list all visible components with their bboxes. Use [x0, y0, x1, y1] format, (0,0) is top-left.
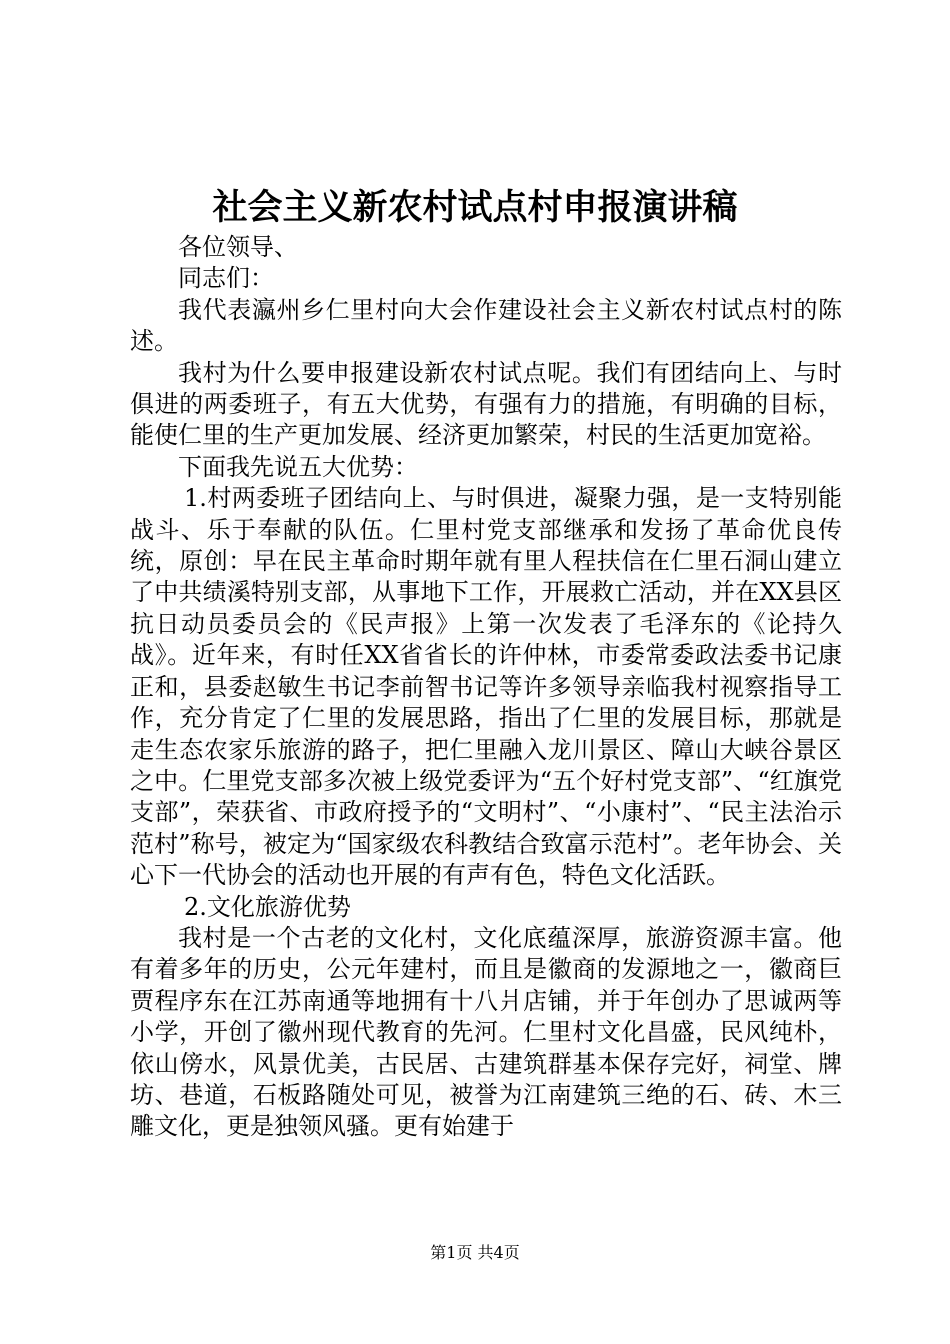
salutation-comrades: 同志们： — [178, 264, 274, 293]
salutation-leaders: 各位领导、 — [178, 233, 298, 261]
paragraph-advantage-1: 1.村两委班子团结向上、与时俱进，凝聚力强，是一支特别能战斗、乐于奉献的队伍。仁里村党支部继承和发扬了革命优良传统，原创：早在民主革命时期年就有里人程扶信在仁里石洞山建立了中共绩溪特别支部，从事地下工作，开展救亡活动，并在XX县区抗日动员委员会的《民声报》上第一次发表了毛泽东的《论持久战》。近年来，有时任XX省省长的许仲林，市委常委政法委书记康正和，县委赵敏生书记李前智书记等许多领导亲临我村视察指导工作，充分肯定了仁里的发展思路，指出了仁里的发展目标，那就是走生态农家乐旅游的路子，把仁里融入龙川景区、障山大峡谷景区之中。仁里党支部多次被上级党委评为“五个好村党支部”、“红旗党支部”，荣获省、市政府授予的“文明村”、“小康村”、“民主法治示范村”称号，被定为“国家级农科教结合致富示范村”。老年协会、关心下一代协会的活动也开展的有声有色，特色文化活跃。 — [130, 484, 842, 890]
paragraph-culture-tourism: 我村是一个古老的文化村，文化底蕴深厚，旅游资源丰富。他有着多年的历史，公元年建村，而且是徽商的发源地之一，徽商巨贾程序东在江苏南通等地拥有十八爿店铺，并于年创办了思诚两等小学，开创了徽州现代教育的先河。仁里村文化昌盛，民风纯朴，依山傍水，风景优美，古民居、古建筑群基本保存完好，祠堂、牌坊、巷道，石板路随处可见，被誉为江南建筑三绝的石、砖、木三雕文化，更是独领风骚。更有始建于 — [130, 923, 842, 1141]
page-footer: 第1页 共4页 — [430, 1243, 520, 1262]
paragraph-reason: 我村为什么要申报建设新农村试点呢。我们有团结向上、与时俱进的两委班子，有五大优势，有强有力的措施，有明确的目标，能使仁里的生产更加发展、经济更加繁荣，村民的生活更加宽裕。 — [130, 358, 842, 450]
paragraph-advantage-2-heading: 2.文化旅游优势 — [184, 892, 351, 921]
paragraph-intro: 我代表瀛州乡仁里村向大会作建设社会主义新农村试点村的陈述。 — [130, 295, 842, 356]
paragraph-advantages-heading: 下面我先说五大优势： — [178, 452, 418, 481]
document-title: 社会主义新农村试点村申报演讲稿 — [212, 187, 738, 228]
document-body — [130, 232, 842, 1143]
